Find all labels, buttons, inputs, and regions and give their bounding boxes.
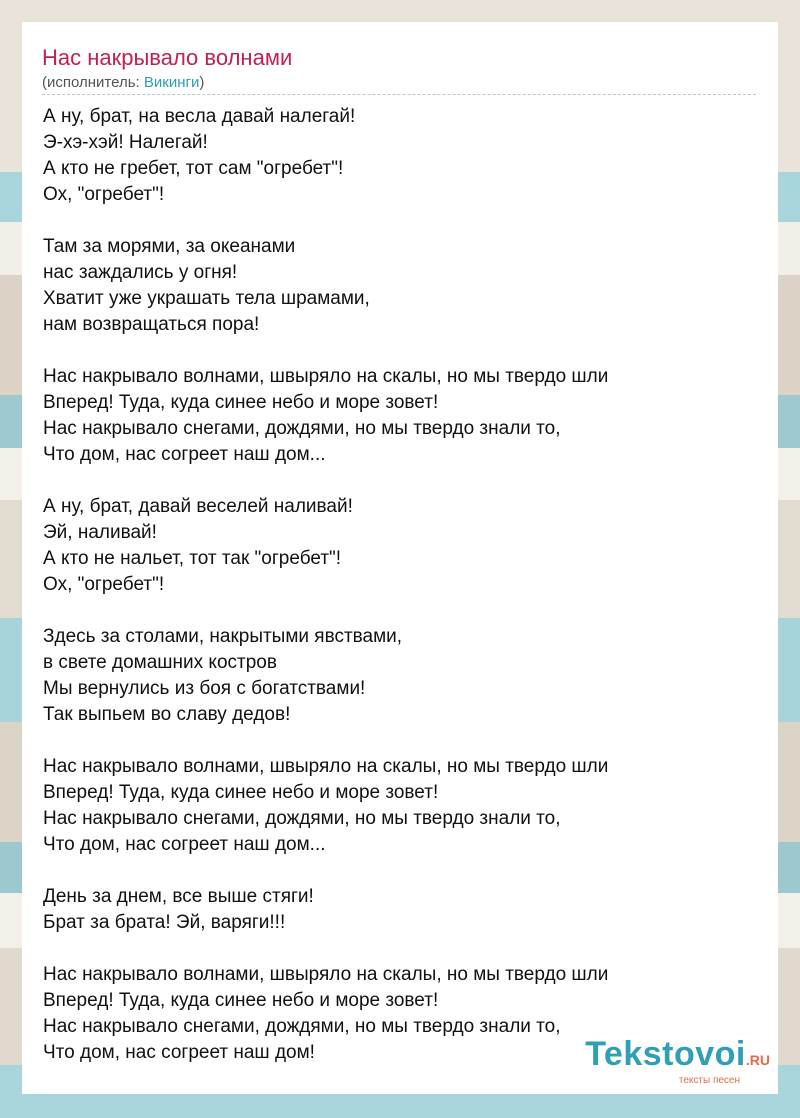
lyrics-line: в свете домашних костров (43, 652, 277, 673)
artist-link[interactable]: Викинги (143, 74, 200, 91)
lyrics-stanza (43, 234, 757, 338)
lyrics-line: Что дом, нас согреет наш дом! (43, 1042, 315, 1063)
lyrics-line: А ну, брат, давай веселей наливай! (43, 496, 353, 517)
logo-wordmark (585, 1037, 770, 1077)
lyrics-stanza (43, 754, 757, 858)
logo-tagline: тексты песен (678, 1075, 740, 1086)
lyrics-line: Нас накрывало волнами, швыряло на скалы, но мы твердо шли (43, 756, 609, 777)
lyrics-line: Нас накрывало снегами, дождями, но мы твердо знали то, (43, 418, 561, 439)
lyrics-line: Так выпьем во славу дедов! (43, 704, 291, 725)
lyrics-stanza (43, 104, 757, 208)
lyrics-line: А кто не гребет, тот сам "огребет"! (43, 158, 344, 179)
lyrics-line: А ну, брат, на весла давай налегай! (43, 106, 356, 127)
lyrics-stanza (43, 884, 757, 936)
site-logo[interactable] (585, 1037, 770, 1086)
lyrics-line: Вперед! Туда, куда синее небо и море зовет! (43, 990, 439, 1011)
artist-prefix: (исполнитель: (42, 74, 144, 91)
lyrics-stanza (43, 624, 757, 728)
lyrics-line: Ох, "огребет"! (43, 574, 165, 595)
lyrics-line: Что дом, нас согреет наш дом... (43, 444, 326, 465)
lyrics-line: нас заждались у огня! (43, 262, 238, 283)
lyrics-line: Брат за брата! Эй, варяги!!! (43, 912, 286, 933)
lyrics-line: Хватит уже украшать тела шрамами, (43, 288, 370, 309)
lyrics-line: Ох, "огребет"! (43, 184, 165, 205)
lyrics-line: Мы вернулись из боя с богатствами! (43, 678, 366, 699)
lyrics-line: День за днем, все выше стяги! (43, 886, 314, 907)
lyrics-stanza (43, 364, 757, 468)
lyrics-line: Нас накрывало волнами, швыряло на скалы, но мы твердо шли (43, 964, 609, 985)
lyrics-line: Нас накрывало снегами, дождями, но мы твердо знали то, (43, 1016, 561, 1037)
lyrics-line: Эй, наливай! (43, 522, 157, 543)
lyrics-line: Что дом, нас согреет наш дом... (43, 834, 326, 855)
lyrics-line: Нас накрывало волнами, швыряло на скалы, но мы твердо шли (43, 366, 609, 387)
lyrics-line: Здесь за столами, накрытыми явствами, (43, 626, 403, 647)
lyrics-line: нам возвращаться пора! (43, 314, 260, 335)
logo-tld: .RU (745, 1052, 770, 1068)
lyrics-line: Э-хэ-хэй! Налегай! (43, 132, 208, 153)
song-title: Нас накрывало волнами (42, 45, 293, 70)
logo-name: Tekstovoi (585, 1035, 746, 1073)
lyrics-line: Вперед! Туда, куда синее небо и море зовет! (43, 782, 439, 803)
artist-line (42, 74, 204, 92)
lyrics-stanza (43, 494, 757, 598)
lyrics-line: Нас накрывало снегами, дождями, но мы твердо знали то, (43, 808, 561, 829)
lyrics-line: А кто не нальет, тот так "огребет"! (43, 548, 342, 569)
artist-suffix: ) (199, 74, 205, 91)
lyrics-sheet (22, 22, 778, 1094)
dashed-divider (42, 94, 756, 95)
lyrics-body (43, 104, 757, 1092)
lyrics-line: Вперед! Туда, куда синее небо и море зовет! (43, 392, 439, 413)
lyrics-line: Там за морями, за океанами (43, 236, 296, 257)
